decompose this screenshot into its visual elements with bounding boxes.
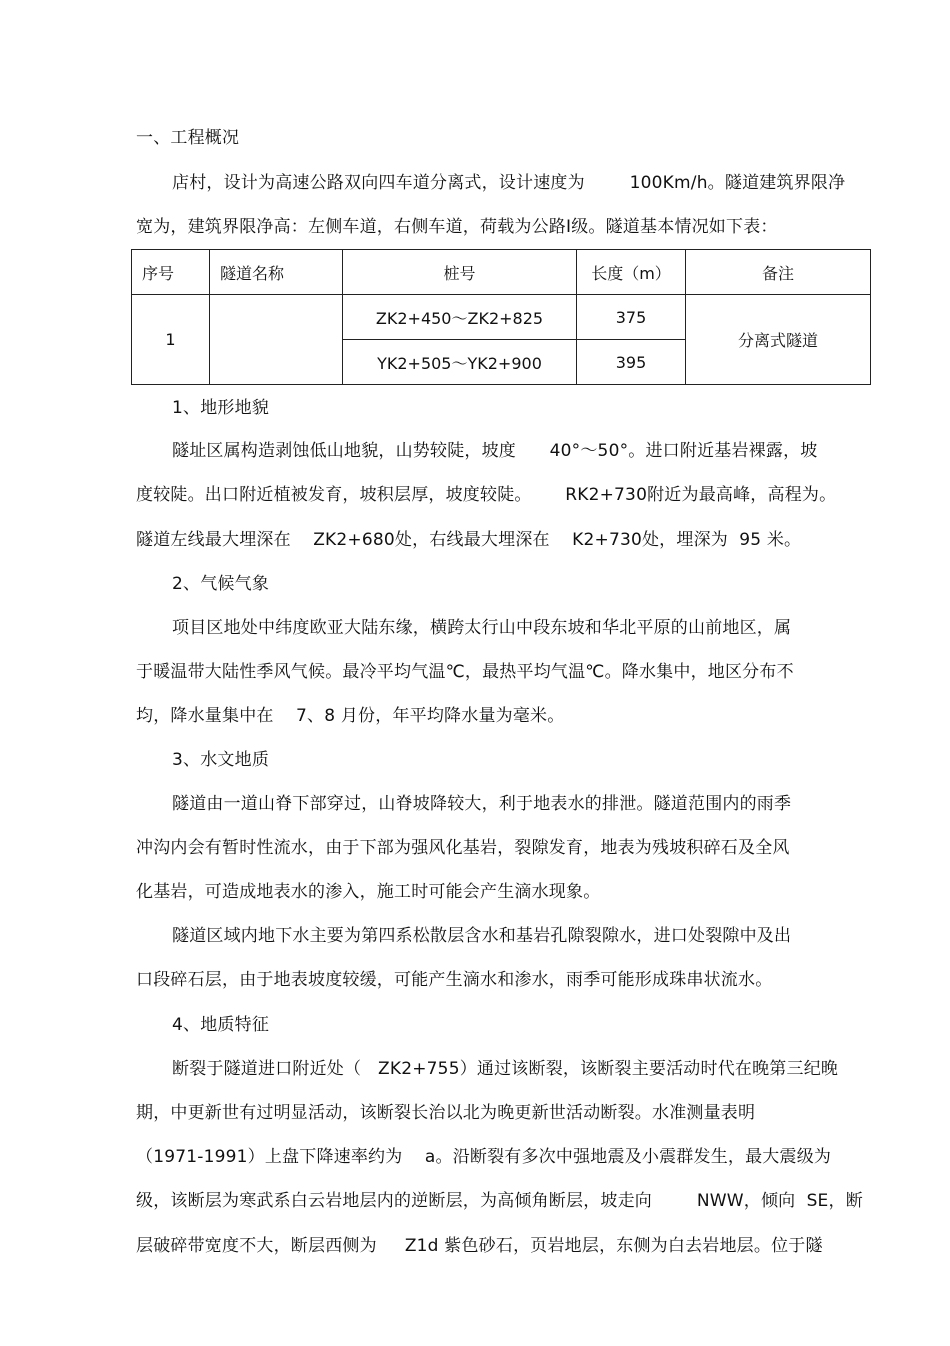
intro-line-1: 店村，设计为高速公路双向四车道分离式，设计速度为 100Km/h。隧道建筑界限净 <box>172 173 846 193</box>
cell-name <box>210 295 343 385</box>
s3-p1-line-3: 化基岩，可造成地表水的渗入，施工时可能会产生滴水现象。 <box>136 882 601 902</box>
s4-line-4: 级，该断层为寒武系白云岩地层内的逆断层，为高倾角断层，坡走向 NWW，倾向 SE，断 <box>136 1191 863 1211</box>
s3-p2-line-1: 隧道区域内地下水主要为第四系松散层含水和基岩孔隙裂隙水，进口处裂隙中及出 <box>172 926 792 946</box>
subsection-title-1: 1、地形地貌 <box>172 398 270 418</box>
s4-line-1: 断裂于隧道进口附近处（ ZK2+755）通过该断裂，该断裂主要活动时代在晚第三纪晚 <box>172 1059 839 1079</box>
tunnel-info-table <box>131 249 871 385</box>
s1-line-1: 隧址区属构造剥蚀低山地貌，山势较陡，坡度 40°～50°。进口附近基岩裸露，坡 <box>172 441 818 461</box>
cell-remark: 分离式隧道 <box>686 295 871 385</box>
s4-line-5: 层破碎带宽度不大，断层西侧为 Z1d 紫色砂石，页岩地层，东侧为白去岩地层。位于隧 <box>136 1236 823 1256</box>
section-title: 一、工程概况 <box>136 128 240 148</box>
table-row <box>132 295 871 340</box>
cell-station: ZK2+450～ZK2+825 <box>343 295 577 340</box>
intro-line-2: 宽为，建筑界限净高：左侧车道，右侧车道，荷载为公路Ⅰ级。隧道基本情况如下表： <box>136 217 778 237</box>
subsection-title-3: 3、水文地质 <box>172 750 270 770</box>
table-header-row <box>132 250 871 295</box>
s3-p2-line-2: 口段碎石层，由于地表坡度较缓，可能产生滴水和渗水，雨季可能形成珠串状流水。 <box>136 970 773 990</box>
header-remark: 备注 <box>686 250 871 295</box>
cell-seq: 1 <box>132 295 210 385</box>
subsection-title-2: 2、气候气象 <box>172 574 270 594</box>
cell-station: YK2+505～YK2+900 <box>343 340 577 385</box>
header-seq: 序号 <box>132 250 210 295</box>
s3-p1-line-2: 冲沟内会有暂时性流水，由于下部为强风化基岩，裂隙发育，地表为残坡积碎石及全风 <box>136 838 790 858</box>
s4-line-2: 期，中更新世有过明显活动，该断裂长治以北为晚更新世活动断裂。水准测量表明 <box>136 1103 756 1123</box>
s4-line-3: （1971-1991）上盘下降速率约为 a。沿断裂有多次中强地震及小震群发生，最大震级为 <box>136 1147 832 1167</box>
cell-length: 395 <box>577 340 686 385</box>
subsection-title-4: 4、地质特征 <box>172 1015 270 1035</box>
s1-line-3: 隧道左线最大埋深在 ZK2+680处，右线最大埋深在 K2+730处，埋深为 95 米。 <box>136 530 802 550</box>
header-name: 隧道名称 <box>210 250 343 295</box>
s2-line-3: 均，降水量集中在 7、8 月份，年平均降水量为毫米。 <box>136 706 565 726</box>
s3-p1-line-1: 隧道由一道山脊下部穿过，山脊坡降较大，利于地表水的排泄。隧道范围内的雨季 <box>172 794 792 814</box>
header-length: 长度（m） <box>577 250 686 295</box>
s2-line-1: 项目区地处中纬度欧亚大陆东缘，横跨太行山中段东坡和华北平原的山前地区，属 <box>172 618 792 638</box>
s1-line-2: 度较陡。出口附近植被发育，坡积层厚，坡度较陡。 RK2+730附近为最高峰，高程为。 <box>136 485 837 505</box>
s2-line-2: 于暖温带大陆性季风气候。最冷平均气温℃，最热平均气温℃。降水集中，地区分布不 <box>136 662 794 682</box>
cell-length: 375 <box>577 295 686 340</box>
header-station: 桩号 <box>343 250 577 295</box>
